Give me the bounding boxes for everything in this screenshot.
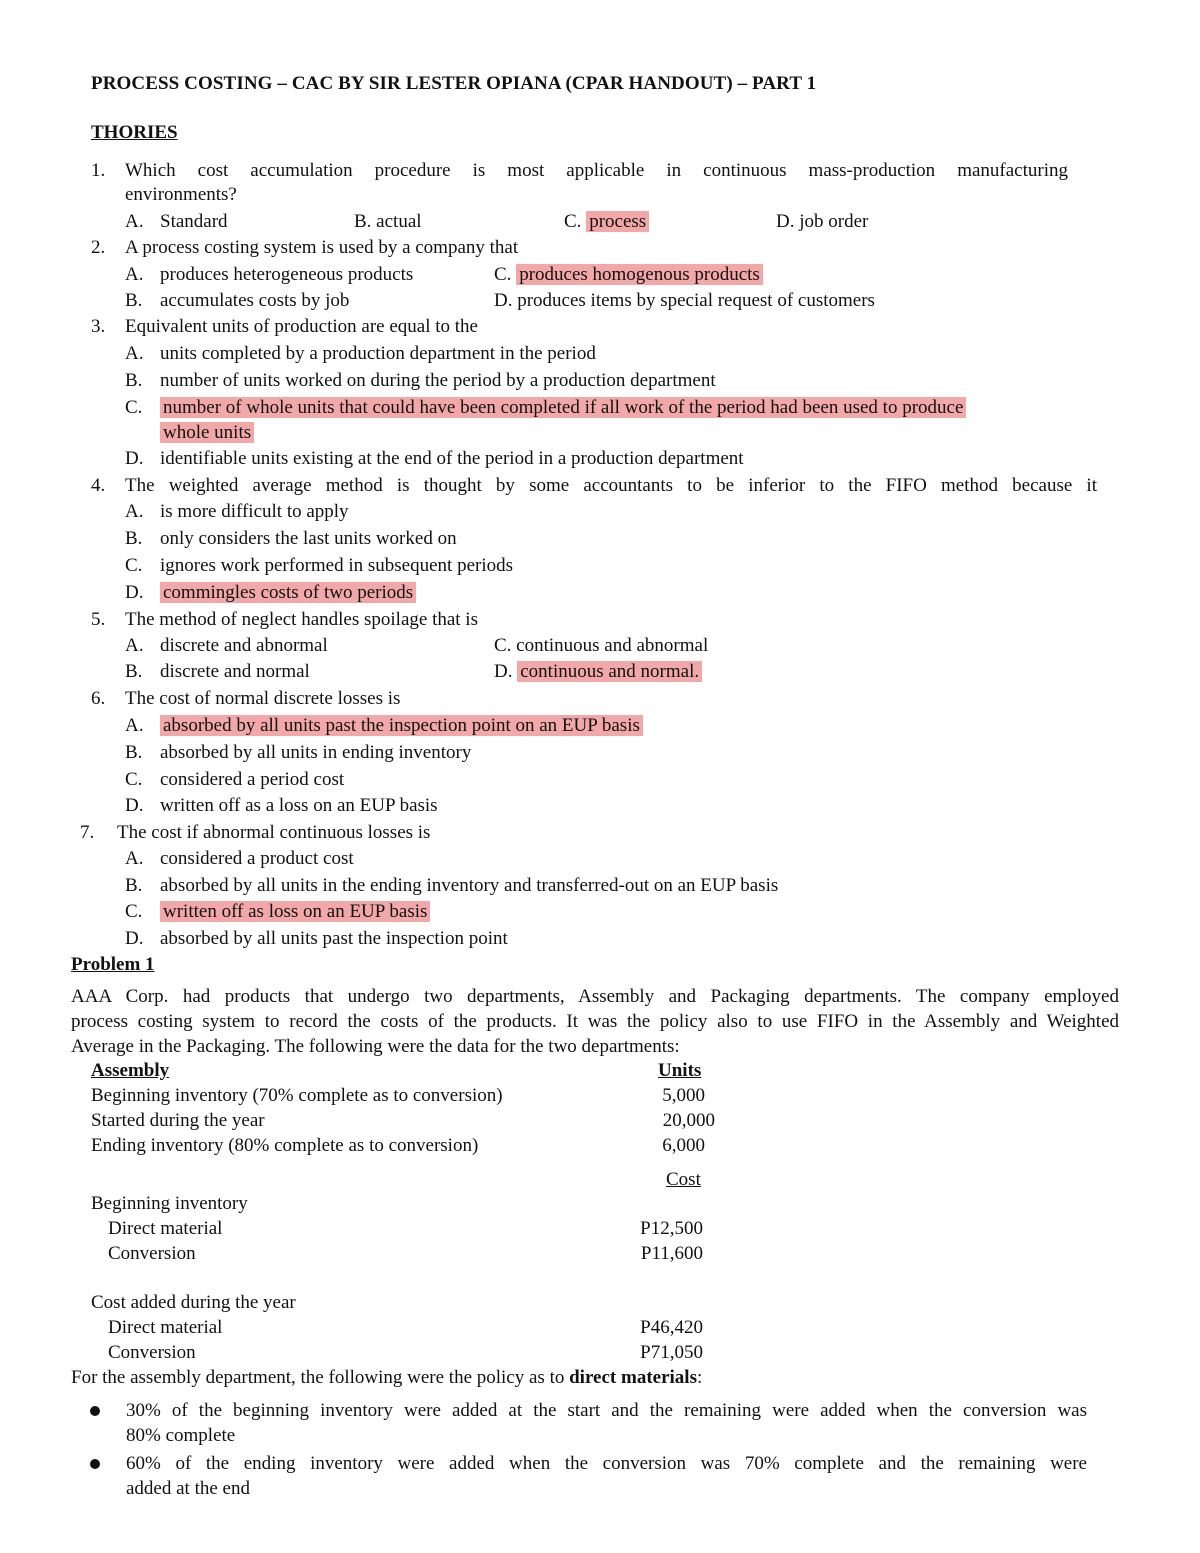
table-row-value: 6,000 [662, 1135, 705, 1156]
option-d: D. identifiable units existing at the end of the period in a production department [125, 448, 744, 469]
option-d: D. absorbed by all units past the inspection point [125, 928, 508, 949]
option-c-continuation [160, 420, 254, 446]
cost-added-label: Cost added during the year [91, 1292, 296, 1313]
option-b: B. only considers the last units worked on [125, 528, 457, 549]
answer-highlight: produces homogenous products [516, 264, 763, 285]
bullet-text: 60% of the ending inventory were added when the conversion was 70% complete and the remaining were [126, 1453, 1087, 1474]
table-row-value: P12,500 [640, 1218, 703, 1239]
section-heading: THORIES [91, 122, 178, 143]
option-c: C. considered a period cost [125, 769, 345, 790]
question-text: The weighted average method is thought by some accountants to be inferior to the FIFO method because it [125, 475, 1097, 496]
question-number: 2. [91, 237, 106, 258]
question-text: The cost of normal discrete losses is [125, 688, 401, 709]
table-row-label: Direct material [108, 1218, 223, 1239]
table-row-value: 20,000 [662, 1110, 715, 1131]
policy-intro: For the assembly department, the following were the policy as to direct materials: [71, 1367, 703, 1388]
answer-highlight: whole units [160, 422, 254, 443]
question-text: The method of neglect handles spoilage that is [125, 609, 478, 630]
table-row-value: P46,420 [640, 1317, 703, 1338]
table-row-label: Beginning inventory (70% complete as to conversion) [91, 1085, 503, 1106]
option-c-answer: C. written off as loss on an EUP basis [125, 899, 430, 925]
option-c-answer: C. produces homogenous products [494, 262, 763, 288]
option-a: A. produces heterogeneous products [125, 264, 414, 285]
table-row-label: Ending inventory (80% complete as to conversion) [91, 1135, 479, 1156]
answer-highlight: written off as loss on an EUP basis [160, 901, 430, 922]
option-a: A. considered a product cost [125, 848, 354, 869]
problem-heading: Problem 1 [71, 954, 155, 975]
answer-highlight: continuous and normal. [517, 661, 702, 682]
bullet-icon [90, 1459, 100, 1469]
table-row-label: Conversion [108, 1243, 196, 1264]
option-a-answer: A. absorbed by all units past the inspection point on an EUP basis [125, 713, 643, 739]
option-a: A. units completed by a production department in the period [125, 343, 596, 364]
option-d-answer: D. continuous and normal. [494, 659, 702, 685]
option-d: D. written off as a loss on an EUP basis [125, 795, 438, 816]
question-text: Which cost accumulation procedure is most applicable in continuous mass-production manufacturing [125, 160, 1068, 181]
option-a: A. is more difficult to apply [125, 501, 349, 522]
problem-paragraph-line: Average in the Packaging. The following were the data for the two departments: [71, 1036, 680, 1057]
option-b: B. actual [354, 211, 422, 232]
question-number: 6. [91, 688, 106, 709]
question-number: 3. [91, 316, 106, 337]
option-b: B. absorbed by all units in ending inventory [125, 742, 472, 763]
question-number: 7. [80, 822, 95, 843]
answer-highlight: process [586, 211, 649, 232]
option-d-answer: D. commingles costs of two periods [125, 580, 416, 606]
table-row-label: Direct material [108, 1317, 223, 1338]
question-number: 5. [91, 609, 106, 630]
question-number: 4. [91, 475, 106, 496]
table-row-value: P71,050 [640, 1342, 703, 1363]
option-d: D. job order [776, 211, 869, 232]
answer-highlight: commingles costs of two periods [160, 582, 416, 603]
option-b: B. accumulates costs by job [125, 290, 350, 311]
document-title: PROCESS COSTING – CAC BY SIR LESTER OPIANA (CPAR HANDOUT) – PART 1 [91, 73, 817, 94]
question-text: Equivalent units of production are equal to the [125, 316, 478, 337]
units-header: Units [658, 1060, 702, 1081]
table-row-label: Started during the year [91, 1110, 265, 1131]
question-text: The cost if abnormal continuous losses is [117, 822, 431, 843]
option-c-answer: C. process [564, 209, 649, 235]
option-c-answer: C. number of whole units that could have been completed if all work of the period had been used to produce [125, 395, 966, 421]
bullet-text: added at the end [126, 1478, 250, 1499]
option-b: B. number of units worked on during the period by a production department [125, 370, 716, 391]
option-c: C. ignores work performed in subsequent periods [125, 555, 514, 576]
option-d: D. produces items by special request of customers [494, 290, 875, 311]
bullet-text: 80% complete [126, 1425, 236, 1446]
question-number: 1. [91, 160, 106, 181]
beginning-inventory-label: Beginning inventory [91, 1193, 248, 1214]
option-a: A. Standard [125, 211, 228, 232]
option-c: C. continuous and abnormal [494, 635, 709, 656]
table-row-label: Conversion [108, 1342, 196, 1363]
problem-paragraph-line: AAA Corp. had products that undergo two departments, Assembly and Packaging departments. The company employed [71, 986, 1119, 1007]
option-a: A. discrete and abnormal [125, 635, 328, 656]
table-row-value: 5,000 [662, 1085, 705, 1106]
assembly-header: Assembly [91, 1060, 170, 1081]
question-text: environments? [125, 184, 237, 205]
option-b: B. discrete and normal [125, 661, 310, 682]
bullet-icon [90, 1406, 100, 1416]
cost-header: Cost [666, 1169, 701, 1190]
bullet-text: 30% of the beginning inventory were added at the start and the remaining were added when the conversion was [126, 1400, 1087, 1421]
answer-highlight: absorbed by all units past the inspection point on an EUP basis [160, 715, 643, 736]
table-row-value: P11,600 [640, 1243, 703, 1264]
option-b: B. absorbed by all units in the ending inventory and transferred-out on an EUP basis [125, 875, 779, 896]
question-text: A process costing system is used by a company that [125, 237, 519, 258]
problem-paragraph-line: process costing system to record the costs of the products. It was the policy also to use FIFO in the Assembly and Weighted [71, 1011, 1119, 1032]
answer-highlight: number of whole units that could have been completed if all work of the period had been used to produce [160, 397, 966, 418]
